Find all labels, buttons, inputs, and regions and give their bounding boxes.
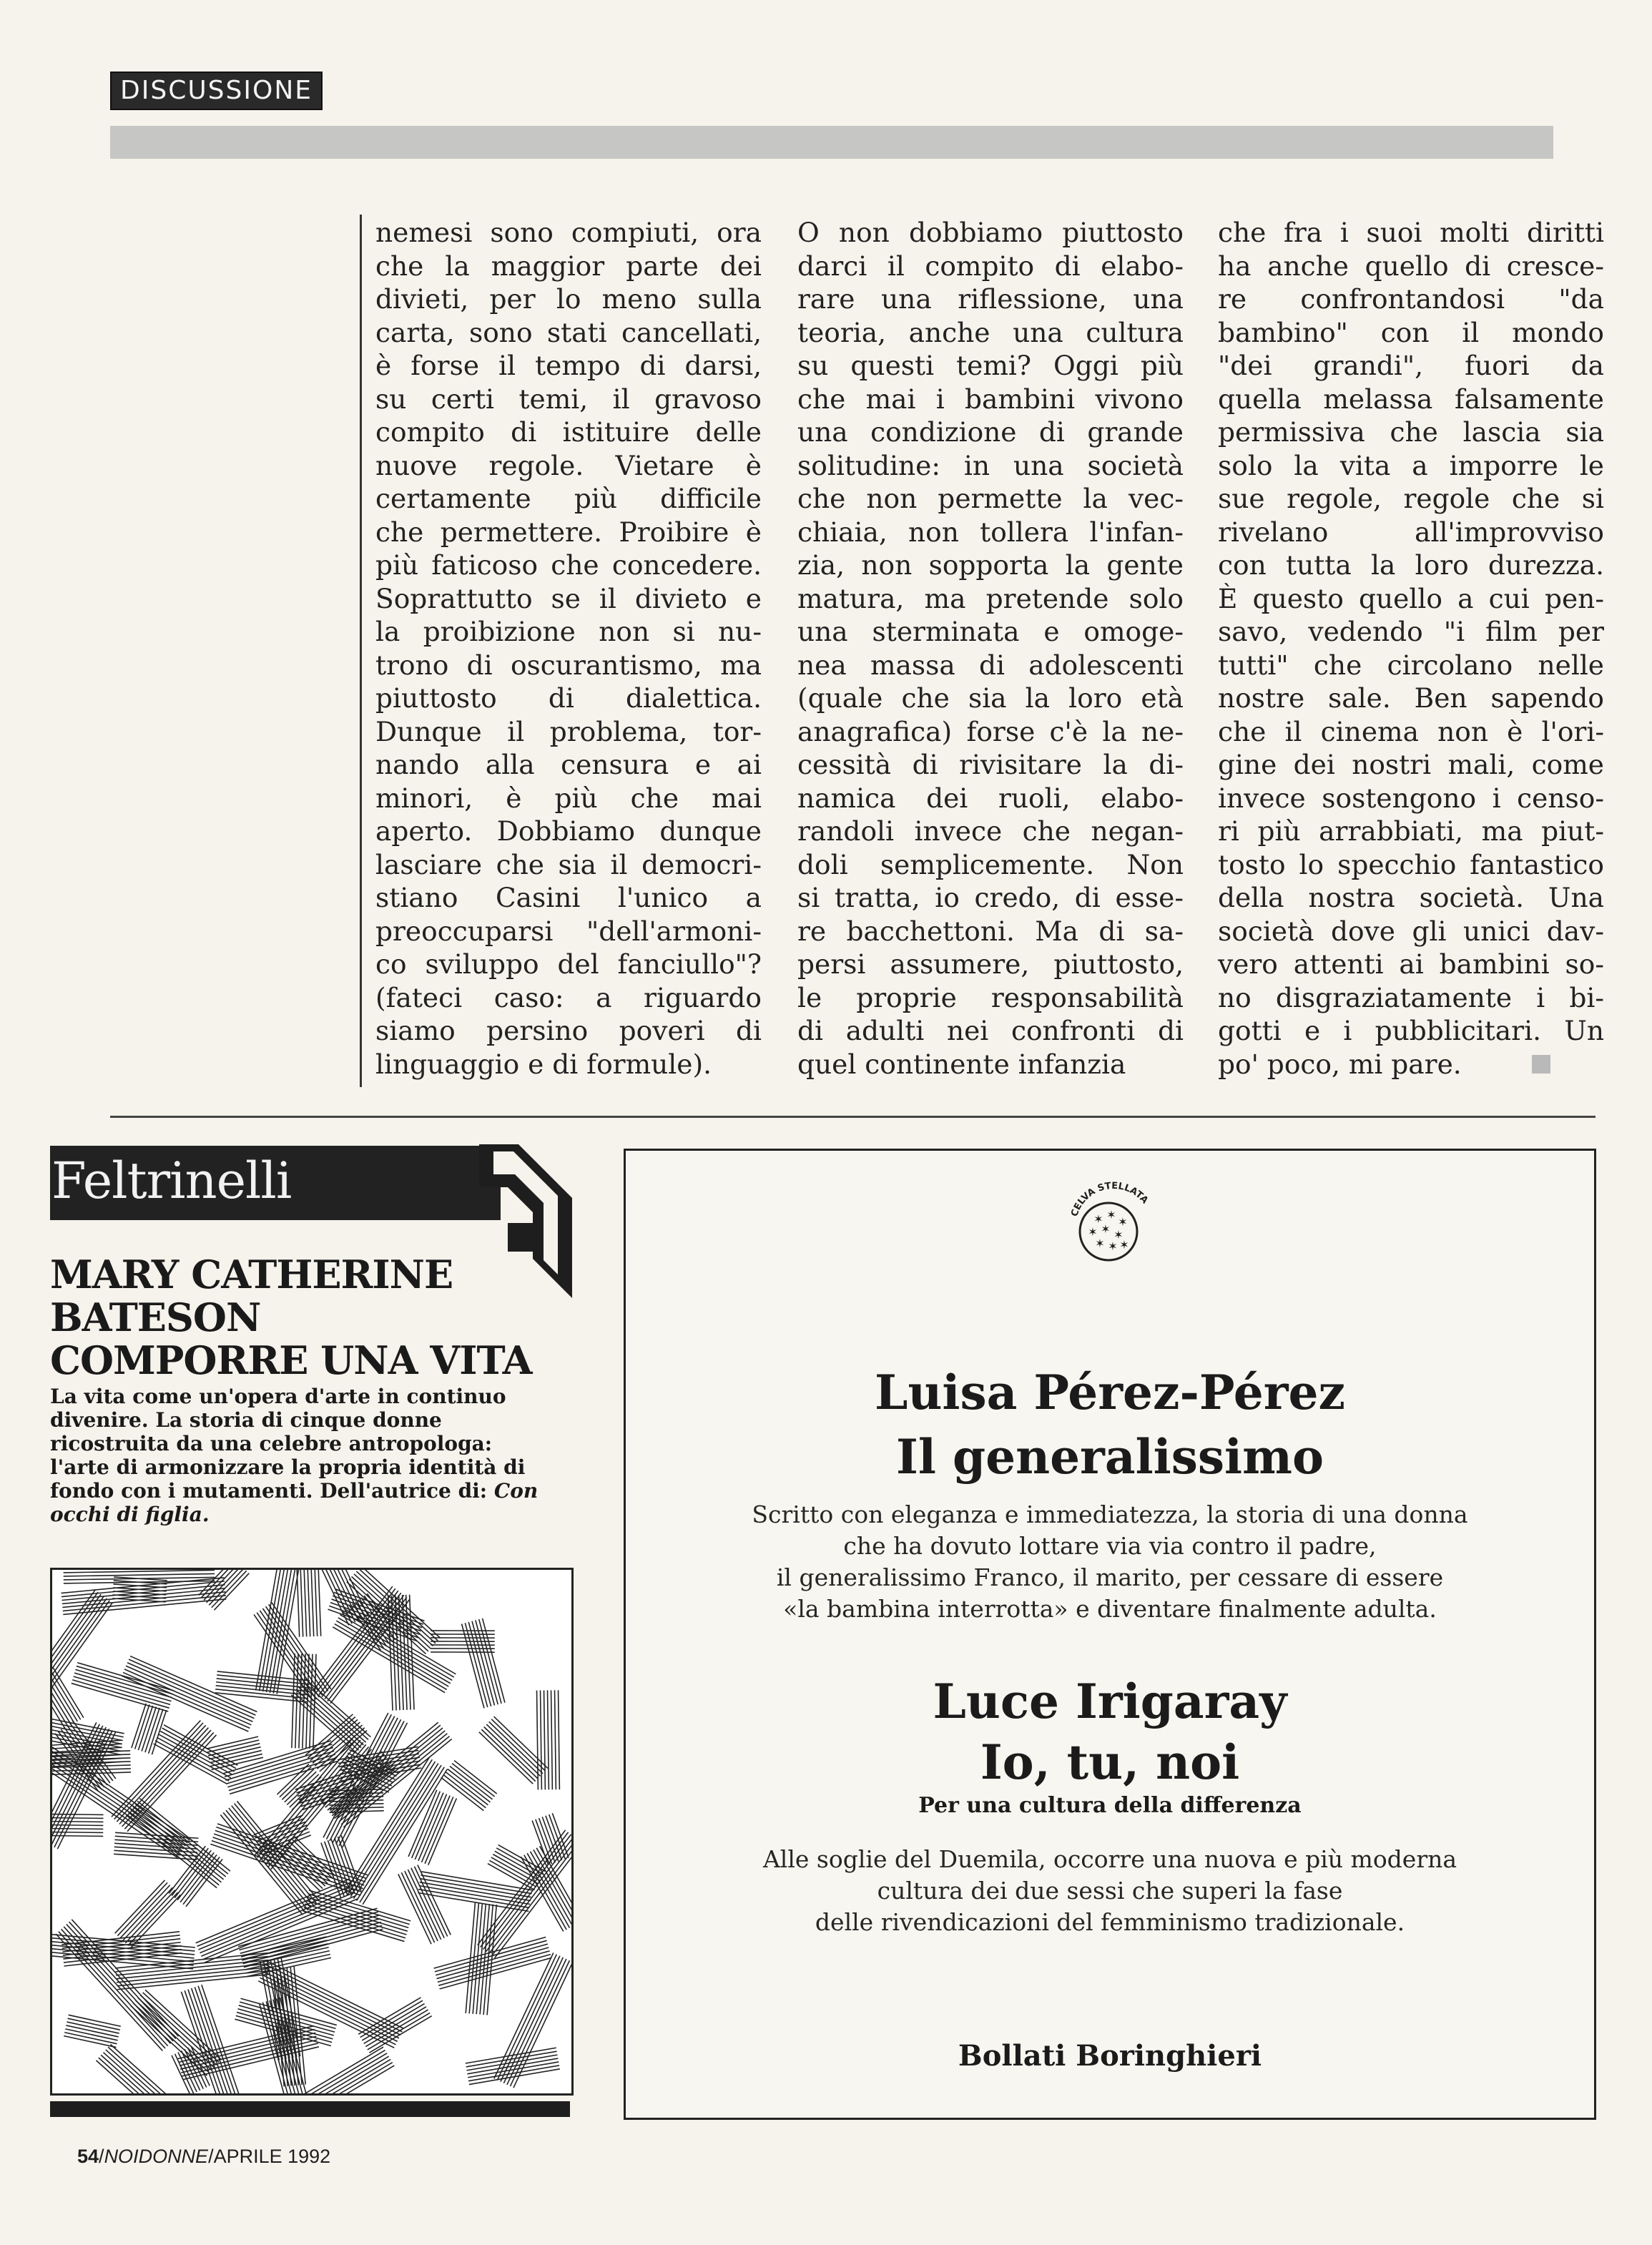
article-line: le proprie responsabilità	[797, 981, 1184, 1013]
article-line: tutti" che circolano nelle	[1218, 649, 1604, 681]
article-line: di adulti nei confronti di	[797, 1015, 1184, 1046]
bollati-ad-frame	[624, 1149, 1596, 2120]
article-line: tosto lo specchio fantastico	[1218, 848, 1604, 880]
article-line: una sterminata e omoge-	[797, 616, 1184, 647]
article-line: zia, non sopporta la gente	[797, 549, 1184, 581]
feltrinelli-blurb-text: La vita come un'opera d'arte in continuo divenire. La storia di cinque donne ricostruita da una celebre antropologa: l'arte di armonizzare la propria identità di fondo con i mutamenti. Dell'autrice di:	[50, 1385, 526, 1503]
book-cover-artwork	[50, 1568, 574, 2096]
article-column-3	[1218, 216, 1604, 1081]
book2-title: Io, tu, noi	[980, 1734, 1240, 1790]
book2-description	[624, 1844, 1596, 1938]
article-line: che permettere. Proibire è	[375, 516, 762, 548]
article-line: la proibizione non si nu-	[375, 616, 762, 647]
svg-text:✶: ✶	[1101, 1222, 1111, 1236]
svg-text:✶: ✶	[1113, 1228, 1124, 1242]
article-line: solo la vita a imporre le	[1218, 449, 1604, 481]
article-line: siamo persino poveri di	[375, 1015, 762, 1046]
article-line: darci il compito di elabo-	[797, 250, 1184, 282]
article-line: piuttosto di dialettica.	[375, 682, 762, 714]
article-line: della nostra società. Una	[1218, 882, 1604, 913]
article-line: carta, sono stati cancellati,	[375, 316, 762, 348]
article-line: divieti, per lo meno sulla	[375, 283, 762, 315]
seal-text: CELVA STELLATA	[1069, 1180, 1151, 1219]
book2-desc-line: Alle soglie del Duemila, occorre una nuova e più moderna	[762, 1845, 1457, 1873]
svg-text:✶: ✶	[1095, 1237, 1105, 1250]
article-column-1	[375, 216, 762, 1081]
header-band	[110, 126, 1553, 159]
book1-desc-line: che ha dovuto lottare via via contro il padre,	[843, 1532, 1377, 1560]
article-line: teoria, anche una cultura	[797, 316, 1184, 348]
svg-text:✶: ✶	[1106, 1208, 1116, 1222]
book2-desc-line: delle rivendicazioni del femminismo tradizionale.	[815, 1908, 1405, 1936]
article-line: stiano Casini l'unico a	[375, 882, 762, 913]
feltrinelli-blurb	[50, 1385, 551, 1526]
article-line: nemesi sono compiuti, ora	[375, 217, 762, 248]
article-line: nostre sale. Ben sapendo	[1218, 682, 1604, 714]
article-line: gine dei nostri mali, come	[1218, 749, 1604, 780]
article-line: sue regole, regole che si	[1218, 483, 1604, 514]
feltrinelli-blurb-book: Con occhi di figlia.	[50, 1479, 539, 1526]
article-line: su certi temi, il gravoso	[375, 383, 762, 415]
article-line: lasciare che sia il democri-	[375, 848, 762, 880]
book2-desc-line: cultura dei due sessi che superi la fase	[877, 1877, 1343, 1905]
svg-text:✶: ✶	[1108, 1239, 1118, 1253]
feltrinelli-title: COMPORRE UNA VITA	[50, 1337, 532, 1383]
article-line: quel continente infanzia	[797, 1048, 1126, 1080]
article-line: linguaggio e di formule).	[375, 1048, 712, 1080]
article-line: una condizione di grande	[797, 416, 1184, 448]
article-line: nando alla censura e ai	[375, 749, 762, 780]
article-line: randoli invece che negan-	[797, 815, 1184, 847]
article-line: "dei grandi", fuori da	[1218, 350, 1604, 381]
article-line: invece sostengono i censo-	[1218, 782, 1604, 814]
article-line: che il cinema non è l'ori-	[1218, 715, 1604, 747]
magazine-name: NOIDONNE	[104, 2146, 209, 2167]
book1-title: Il generalissimo	[896, 1429, 1324, 1485]
article-line: nuove regole. Vietare è	[375, 449, 762, 481]
article-line: bambino" con il mondo	[1218, 316, 1604, 348]
article-line: Soprattutto se il divieto e	[375, 582, 762, 614]
article-line: ri più arrabbiati, ma piut-	[1218, 815, 1604, 847]
article-line: nea massa di adolescenti	[797, 649, 1184, 681]
article-line: Dunque il problema, tor-	[375, 715, 762, 747]
article-line: O non dobbiamo piuttosto	[797, 217, 1184, 248]
article-line: che fra i suoi molti diritti	[1218, 217, 1604, 248]
article-line: permissiva che lascia sia	[1218, 416, 1604, 448]
article-line: chiaia, non tollera l'infan-	[797, 516, 1184, 548]
book1-author: Luisa Pérez-Pérez	[875, 1365, 1345, 1420]
article-line: rivelano all'improvviso	[1218, 516, 1604, 548]
article-line: con tutta la loro durezza.	[1218, 549, 1604, 581]
article-line: gotti e i pubblicitari. Un	[1218, 1015, 1604, 1046]
article-line: (quale che sia la loro età	[797, 682, 1184, 714]
svg-text:✶: ✶	[1118, 1215, 1128, 1229]
book1-description	[624, 1499, 1596, 1625]
end-mark	[1532, 1055, 1550, 1074]
book2-subtitle: Per una cultura della differenza	[918, 1793, 1302, 1818]
article-line: ha anche quello di cresce-	[1218, 250, 1604, 282]
celva-stellata-seal-icon	[1060, 1173, 1167, 1280]
page-folio: 54/NOIDONNE/APRILE 1992	[77, 2146, 331, 2167]
section-label: DISCUSSIONE	[110, 72, 323, 110]
article-line: più faticoso che concedere.	[375, 549, 762, 581]
article-line: preoccuparsi "dell'armoni-	[375, 915, 762, 947]
article-line: su questi temi? Oggi più	[797, 350, 1184, 381]
article-line: cessità di rivisitare la di-	[797, 749, 1184, 780]
article-line: quella melassa falsamente	[1218, 383, 1604, 415]
article-line: solitudine: in una società	[797, 449, 1184, 481]
page-number: 54	[77, 2146, 99, 2167]
article-line: re confrontandosi "da	[1218, 283, 1604, 315]
article-line: minori, è più che mai	[375, 782, 762, 814]
book2-author: Luce Irigaray	[933, 1674, 1287, 1729]
article-line: che non permette la vec-	[797, 483, 1184, 514]
feltrinelli-logo-text: Feltrinelli	[51, 1151, 292, 1210]
article-line: rare una riflessione, una	[797, 283, 1184, 315]
article-line: anagrafica) forse c'è la ne-	[797, 715, 1184, 747]
article-line: aperto. Dobbiamo dunque	[375, 815, 762, 847]
feltrinelli-author: MARY CATHERINE BATESON	[50, 1252, 453, 1340]
article-line: matura, ma pretende solo	[797, 582, 1184, 614]
section-divider	[110, 1116, 1596, 1118]
article-line: (fateci caso: a riguardo	[375, 981, 762, 1013]
svg-text:✶: ✶	[1119, 1238, 1129, 1252]
article-line: persi assumere, piuttosto,	[797, 948, 1184, 980]
book1-desc-line: Scritto con eleganza e immediatezza, la storia di una donna	[752, 1500, 1468, 1528]
article-line: È questo quello a cui pen-	[1218, 582, 1604, 614]
issue-date: APRILE 1992	[213, 2146, 331, 2167]
article-line: namica dei ruoli, elabo-	[797, 782, 1184, 814]
book1-desc-line: il generalissimo Franco, il marito, per cessare di essere	[776, 1563, 1444, 1591]
article-line: co sviluppo del fanciullo"?	[375, 948, 762, 980]
column-rule	[360, 215, 362, 1087]
article-line: re bacchettoni. Ma di sa-	[797, 915, 1184, 947]
article-line: si tratta, io credo, di esse-	[797, 882, 1184, 913]
article-line: certamente più difficile	[375, 483, 762, 514]
feltrinelli-bottom-bar	[50, 2101, 570, 2117]
book1-desc-line: «la bambina interrotta» e diventare finalmente adulta.	[783, 1595, 1437, 1623]
article-line: no disgraziatamente i bi-	[1218, 981, 1604, 1013]
article-line: è forse il tempo di darsi,	[375, 350, 762, 381]
article-line: savo, vedendo "i film per	[1218, 616, 1604, 647]
bollati-publisher: Bollati Boringhieri	[958, 2039, 1262, 2073]
article-line: che la maggior parte dei	[375, 250, 762, 282]
article-line: vero attenti ai bambini so-	[1218, 948, 1604, 980]
svg-text:✶: ✶	[1088, 1225, 1098, 1239]
article-column-2	[797, 216, 1184, 1081]
article-line: società dove gli unici dav-	[1218, 915, 1604, 947]
article-line: che mai i bambini vivono	[797, 383, 1184, 415]
svg-text:✶: ✶	[1093, 1212, 1103, 1226]
article-line: trono di oscurantismo, ma	[375, 649, 762, 681]
article-line: compito di istituire delle	[375, 416, 762, 448]
article-line: po' poco, mi pare.	[1218, 1048, 1462, 1080]
article-line: doli semplicemente. Non	[797, 848, 1184, 880]
